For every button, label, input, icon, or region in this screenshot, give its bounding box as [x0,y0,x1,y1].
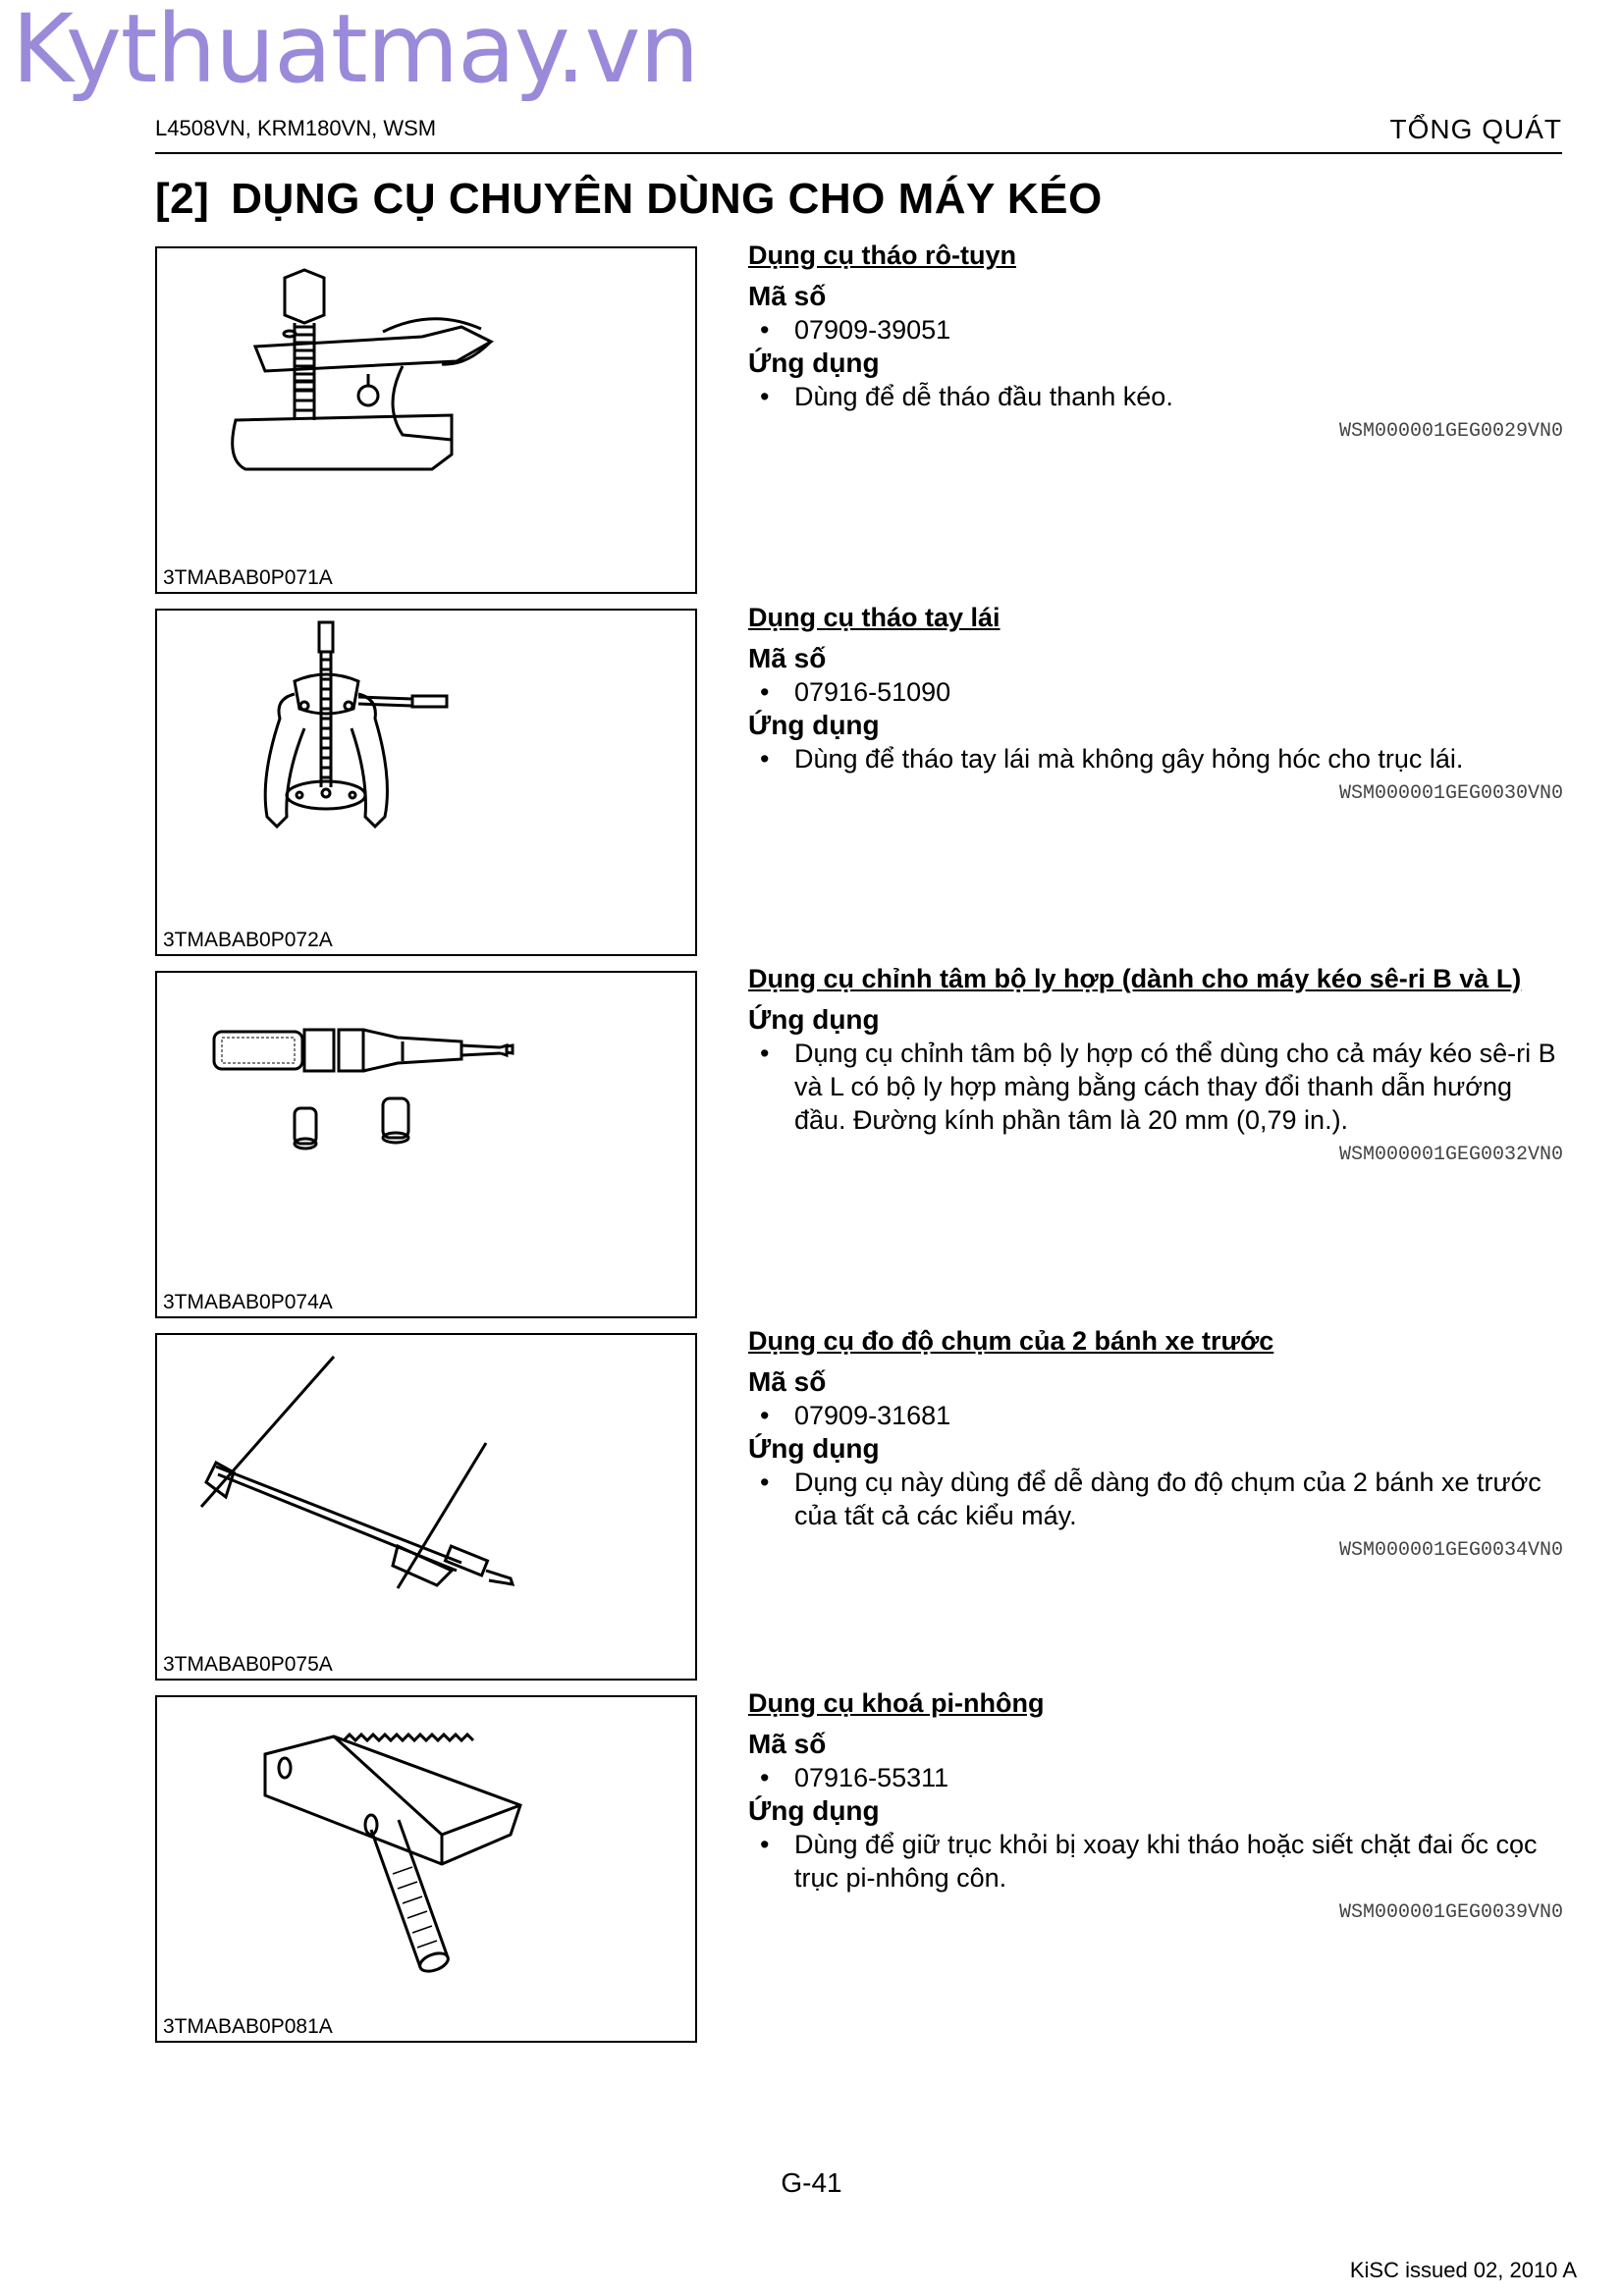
bullet: • [760,744,770,774]
usage-label: Ứng dụng [748,1004,880,1035]
tool-title: Dụng cụ tháo tay lái [748,603,1001,632]
section-heading: DỤNG CỤ CHUYÊN DÙNG CHO MÁY KÉO [231,175,1103,223]
code-label: Mã số [748,643,827,673]
tool-description-5 [748,1686,1563,1930]
image-caption: 3TMABAB0P081A [163,2015,333,2038]
section-number: [2] [155,175,210,223]
usage-item [748,1466,1563,1532]
tool-description-3 [748,962,1563,1172]
header-model: L4508VN, KRM180VN, WSM [155,116,437,140]
usage-item [748,742,1563,775]
code-label: Mã số [748,281,827,311]
bullet: • [760,1468,770,1497]
usage-label: Ứng dụng [748,1433,880,1464]
usage-item [748,1828,1563,1895]
clutch-center-tool-icon [157,973,695,1316]
bullet: • [760,1763,770,1792]
header-chapter: TỔNG QUÁT [1389,114,1562,144]
code-label: Mã số [748,1366,827,1397]
tool-title: Dụng cụ tháo rô-tuyn [748,240,1016,270]
usage-text: Dụng cụ này dùng để dễ dàng đo độ chụm của 2 bánh xe trước của tất cả các kiểu máy. [794,1468,1542,1530]
usage-label: Ứng dụng [748,710,880,740]
code-value: 07916-51090 [794,677,951,707]
watermark-logo: Kythuatmay.vn [12,0,699,104]
tool-title: Dụng cụ chỉnh tâm bộ ly hợp (dành cho máy kéo sê-ri B và L) [748,964,1522,993]
image-caption: 3TMABAB0P071A [163,566,333,589]
usage-label: Ứng dụng [748,347,880,378]
tool-image-clutch-center-tool [155,971,697,1318]
usage-text: Dùng để giữ trục khỏi bị xoay khi tháo hoặc siết chặt đai ốc cọc trục pi-nhông côn. [794,1830,1538,1893]
header-divider [155,152,1562,154]
tool-title: Dụng cụ khoá pi-nhông [748,1688,1045,1718]
tool-description-1 [748,239,1563,449]
tool-image-steering-wheel-puller [155,609,697,956]
usage-text: Dùng để tháo tay lái mà không gây hỏng hóc cho trục lái. [794,744,1464,774]
image-caption: 3TMABAB0P074A [163,1291,333,1313]
usage-item [748,1037,1563,1137]
steering-wheel-puller-icon [157,611,695,954]
bullet: • [760,382,770,411]
tool-image-pinion-lock-tool [155,1695,697,2043]
bullet: • [760,1039,770,1068]
ball-joint-puller-icon [157,248,695,592]
code-item [748,313,1563,347]
usage-label: Ứng dụng [748,1795,880,1826]
reference-code: WSM000001GEG0039VN0 [1338,1901,1563,1924]
code-item [748,675,1563,709]
tool-description-2 [748,601,1563,811]
pinion-lock-tool-icon [157,1697,695,2041]
toe-in-gauge-icon [157,1335,695,1679]
code-item [748,1399,1563,1432]
usage-text: Dùng để dễ tháo đầu thanh kéo. [794,382,1173,411]
tool-image-ball-joint-puller [155,246,697,594]
code-item [748,1761,1563,1794]
code-value: 07916-55311 [794,1763,949,1792]
tool-description-4 [748,1324,1563,1568]
tool-image-toe-in-gauge [155,1333,697,1681]
code-value: 07909-31681 [794,1401,951,1430]
tool-title: Dụng cụ đo độ chụm của 2 bánh xe trước [748,1326,1274,1356]
code-label: Mã số [748,1729,827,1759]
bullet: • [760,1401,770,1430]
usage-item [748,380,1563,413]
reference-code: WSM000001GEG0032VN0 [1338,1144,1563,1166]
issue-note: KiSC issued 02, 2010 A [1349,2258,1577,2282]
bullet: • [760,677,770,707]
reference-code: WSM000001GEG0034VN0 [1338,1539,1563,1562]
bullet: • [760,315,770,345]
section-title [155,175,1103,224]
bullet: • [760,1830,770,1859]
image-caption: 3TMABAB0P075A [163,1653,333,1676]
usage-text: Dụng cụ chỉnh tâm bộ ly hợp có thể dùng cho cả máy kéo sê-ri B và L có bộ ly hợp màng bằng cách thay đổi thanh dẫn hướng đầu. Đường kính phần tâm là 20 mm (0,79 in.). [794,1039,1556,1135]
image-caption: 3TMABAB0P072A [163,929,333,951]
reference-code: WSM000001GEG0029VN0 [1338,420,1563,443]
page-number: G-41 [781,2167,842,2198]
reference-code: WSM000001GEG0030VN0 [1338,782,1563,805]
code-value: 07909-39051 [794,315,951,345]
